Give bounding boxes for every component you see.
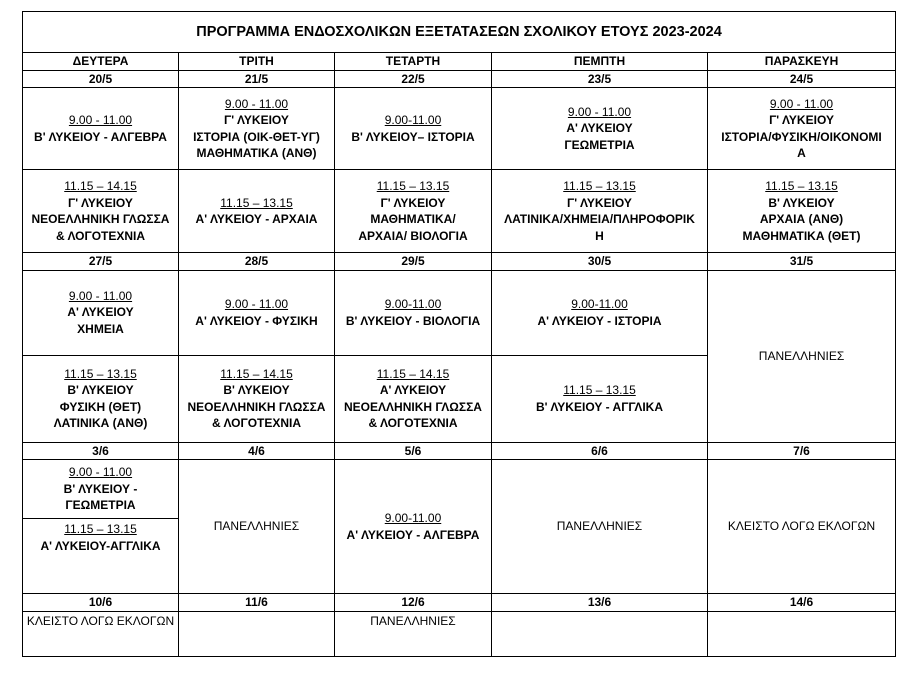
- exam-time: 9.00 - 11.00: [68, 113, 133, 127]
- exam-grade: Β' ΛΥΚΕΙΟΥ -: [63, 481, 138, 496]
- date-cell: 20/5: [23, 70, 179, 88]
- exam-grade: Α' ΛΥΚΕΙΟΥ: [566, 121, 633, 136]
- exam-subject: ΑΡΧΑΙΑ/ ΒΙΟΛΟΓΙΑ: [358, 228, 468, 243]
- exam-subject: ΝΕΟΕΛΛΗΝΙΚΗ ΓΛΩΣΣΑ: [31, 212, 170, 226]
- exam-cell: [335, 88, 492, 170]
- exam-subject: ΙΣΤΟΡΙΑ/ΦΥΣΙΚΗ/ΟΙΚΟΝΟΜΙ: [721, 129, 882, 144]
- exam-time: 11.15 – 13.15: [765, 179, 838, 193]
- exam-time: 11.15 – 13.15: [376, 179, 450, 193]
- date-cell: 29/5: [335, 253, 492, 271]
- exam-subject: Α' ΛΥΚΕΙΟΥ - ΦΥΣΙΚΗ: [195, 313, 318, 328]
- exam-cell: [179, 270, 335, 355]
- exam-time: 9.00 - 11.00: [224, 297, 289, 311]
- empty-cell: [708, 611, 896, 656]
- exam-grade: Β' ΛΥΚΕΙΟΥ: [768, 195, 835, 210]
- exam-subject: & ΛΟΓΟΤΕΧΝΙΑ: [55, 228, 146, 243]
- exam-cell: [708, 170, 896, 253]
- exam-subject: ΙΣΤΟΡΙΑ (ΟΙΚ-ΘΕΤ-ΥΓ): [193, 129, 320, 144]
- exam-time: 11.15 – 14.15: [64, 179, 137, 193]
- exam-cell: [23, 170, 179, 253]
- exam-cell: [492, 270, 708, 355]
- exam-subject: Α' ΛΥΚΕΙΟΥ - ΑΛΓΕΒΡΑ: [346, 527, 480, 542]
- date-cell: 7/6: [708, 442, 896, 460]
- exam-grade: Γ' ΛΥΚΕΙΟΥ: [567, 195, 632, 210]
- exam-subject: Β' ΛΥΚΕΙΟΥ - ΑΓΓΛΙΚΑ: [535, 399, 663, 414]
- date-cell: 13/6: [492, 594, 708, 612]
- exam-subject: ΝΕΟΕΛΛΗΝΙΚΗ ΓΛΩΣΣΑ: [344, 399, 482, 414]
- date-cell: 23/5: [492, 70, 708, 88]
- exam-subject: ΓΕΩΜΕΤΡΙΑ: [65, 498, 136, 513]
- date-cell: 6/6: [492, 442, 708, 460]
- exam-time: 9.00 - 11.00: [224, 96, 289, 111]
- exam-subject: Η: [595, 228, 604, 243]
- date-cell: 5/6: [335, 442, 492, 460]
- exam-subject: ΓΕΩΜΕΤΡΙΑ: [564, 137, 635, 152]
- exam-cell: [492, 355, 708, 442]
- exam-subject: & ΛΟΓΟΤΕΧΝΙΑ: [211, 416, 302, 430]
- exam-grade: Γ' ΛΥΚΕΙΟΥ: [224, 113, 289, 127]
- exam-subject: ΛΑΤΙΝΙΚΑ/ΧΗΜΕΙΑ/ΠΛΗΡΟΦΟΡΙΚ: [504, 212, 695, 226]
- exam-grade: Α' ΛΥΚΕΙΟΥ: [67, 305, 134, 320]
- exam-subject: ΜΑΘΗΜΑΤΙΚΑ/: [370, 212, 456, 226]
- date-cell: 22/5: [335, 70, 492, 88]
- exam-time: 11.15 – 14.15: [376, 366, 450, 381]
- exam-cell: [23, 460, 179, 519]
- exam-grade: Γ' ΛΥΚΕΙΟΥ: [68, 195, 133, 210]
- exam-time: 9.00 - 11.00: [68, 288, 133, 303]
- date-cell: 24/5: [708, 70, 896, 88]
- exam-subject: ΧΗΜΕΙΑ: [77, 321, 124, 336]
- exam-subject: Β' ΛΥΚΕΙΟΥ - ΑΛΓΕΒΡΑ: [34, 129, 167, 144]
- date-cell: 10/6: [23, 594, 179, 612]
- date-cell: 30/5: [492, 253, 708, 271]
- date-cell: 27/5: [23, 253, 179, 271]
- panhellenic-note: ΠΑΝΕΛΛΗΝΙΕΣ: [492, 460, 708, 594]
- exam-subject: Α: [797, 146, 806, 160]
- exam-subject: Β' ΛΥΚΕΙΟΥ– ΙΣΤΟΡΙΑ: [351, 129, 475, 144]
- exam-cell: [179, 88, 335, 170]
- exam-time: 9.00-11.00: [571, 297, 628, 311]
- closed-note: ΚΛΕΙΣΤΟ ΛΟΓΩ ΕΚΛΟΓΩΝ: [23, 611, 179, 656]
- empty-cell: [492, 611, 708, 656]
- exam-subject: ΛΑΤΙΝΙΚΑ (ΑΝΘ): [53, 416, 148, 430]
- date-cell: 11/6: [179, 594, 335, 612]
- exam-subject: Α' ΛΥΚΕΙΟΥ - ΙΣΤΟΡΙΑ: [537, 313, 662, 328]
- exam-subject: ΦΥΣΙΚΗ (ΘΕΤ): [59, 399, 142, 414]
- exam-time: 11.15 – 13.15: [563, 179, 636, 193]
- date-cell: 31/5: [708, 253, 896, 271]
- exam-grade: Γ' ΛΥΚΕΙΟΥ: [769, 113, 834, 127]
- empty-cell: [179, 611, 335, 656]
- exam-time: 9.00 - 11.00: [567, 104, 632, 119]
- exam-cell: [492, 88, 708, 170]
- exam-time: 11.15 – 13.15: [220, 195, 293, 210]
- exam-time: 9.00-11.00: [384, 297, 442, 311]
- exam-time: 9.00-11.00: [384, 511, 442, 525]
- exam-cell: [179, 355, 335, 442]
- exam-subject: Α' ΛΥΚΕΙΟΥ-ΑΓΓΛΙΚΑ: [40, 538, 161, 553]
- date-cell: 3/6: [23, 442, 179, 460]
- exam-schedule-table: [22, 11, 896, 657]
- panhellenic-note: ΠΑΝΕΛΛΗΝΙΕΣ: [708, 270, 896, 442]
- exam-cell: [335, 355, 492, 442]
- exam-time: 11.15 – 13.15: [64, 366, 137, 381]
- exam-grade: Α' ΛΥΚΕΙΟΥ: [379, 383, 447, 397]
- exam-subject: ΑΡΧΑΙΑ (ΑΝΘ): [759, 212, 844, 226]
- exam-subject: ΝΕΟΕΛΛΗΝΙΚΗ ΓΛΩΣΣΑ: [187, 399, 326, 414]
- date-cell: 21/5: [179, 70, 335, 88]
- schedule-title: ΠΡΟΓΡΑΜΜΑ ΕΝΔΟΣΧΟΛΙΚΩΝ ΕΞΕΤΑΤΑΣΕΩΝ ΣΧΟΛΙΚΟΥ ΕΤΟΥΣ 2023-2024: [23, 12, 896, 53]
- exam-time: 11.15 – 14.15: [220, 366, 293, 381]
- exam-subject: ΜΑΘΗΜΑΤΙΚΑ (ΑΝΘ): [196, 146, 317, 160]
- day-header-thursday: ΠΕΜΠΤΗ: [492, 53, 708, 71]
- day-header-wednesday: ΤΕΤΑΡΤΗ: [335, 53, 492, 71]
- day-header-tuesday: ΤΡΙΤΗ: [179, 53, 335, 71]
- panhellenic-note: ΠΑΝΕΛΛΗΝΙΕΣ: [335, 611, 492, 656]
- exam-grade: Β' ΛΥΚΕΙΟΥ: [223, 383, 290, 397]
- exam-cell: [23, 355, 179, 442]
- panhellenic-note: ΠΑΝΕΛΛΗΝΙΕΣ: [179, 460, 335, 594]
- exam-cell: [708, 88, 896, 170]
- exam-subject: & ΛΟΓΟΤΕΧΝΙΑ: [368, 416, 458, 430]
- exam-cell: [335, 170, 492, 253]
- exam-cell: [335, 270, 492, 355]
- exam-subject: ΜΑΘΗΜΑΤΙΚΑ (ΘΕΤ): [742, 228, 861, 243]
- date-cell: 4/6: [179, 442, 335, 460]
- exam-time: 9.00 - 11.00: [68, 465, 133, 480]
- closed-note: ΚΛΕΙΣΤΟ ΛΟΓΩ ΕΚΛΟΓΩΝ: [708, 460, 896, 594]
- exam-cell: [23, 519, 179, 594]
- exam-subject: Α' ΛΥΚΕΙΟΥ - ΑΡΧΑΙΑ: [195, 212, 318, 226]
- exam-time: 9.00-11.00: [384, 113, 442, 127]
- day-header-monday: ΔΕΥΤΕΡΑ: [23, 53, 179, 71]
- exam-cell: [23, 270, 179, 355]
- exam-cell: [335, 460, 492, 594]
- exam-time: 11.15 – 13.15: [563, 383, 636, 397]
- exam-grade: Γ' ΛΥΚΕΙΟΥ: [380, 195, 446, 210]
- exam-subject: Β' ΛΥΚΕΙΟΥ - ΒΙΟΛΟΓΙΑ: [345, 313, 481, 328]
- date-cell: 28/5: [179, 253, 335, 271]
- date-cell: 12/6: [335, 594, 492, 612]
- exam-cell: [179, 170, 335, 253]
- exam-cell: [23, 88, 179, 170]
- date-cell: 14/6: [708, 594, 896, 612]
- exam-cell: [492, 170, 708, 253]
- exam-time: 11.15 – 13.15: [64, 522, 137, 536]
- exam-time: 9.00 - 11.00: [769, 96, 834, 111]
- day-header-friday: ΠΑΡΑΣΚΕΥΗ: [708, 53, 896, 71]
- exam-grade: Β' ΛΥΚΕΙΟΥ: [67, 383, 134, 397]
